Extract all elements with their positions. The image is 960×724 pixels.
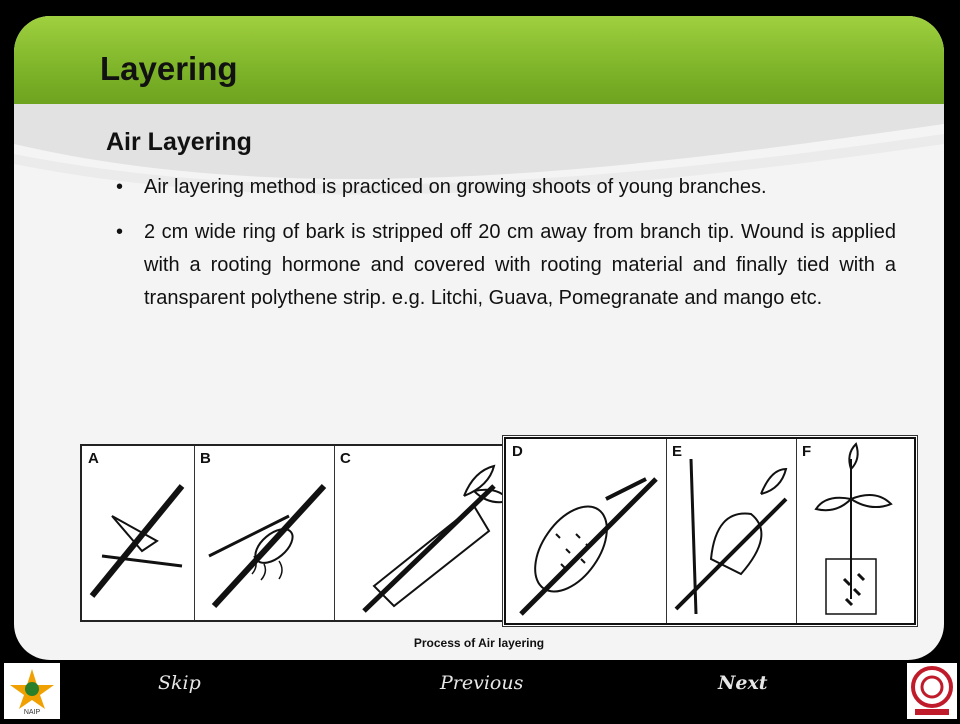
panel-label: E: [672, 443, 683, 460]
bark-ring-illustration: [194, 446, 334, 620]
naip-logo-text: NAIP: [23, 709, 41, 716]
air-layering-figure-right: [504, 437, 916, 625]
bullet-text: 2 cm wide ring of bark is stripped off 20 cm away from branch tip. Wound is applied with a rooting hormone and covered with rooting material and finally tied with a transparent polythene strip. e.g. Litchi, Guava, Pomegranate and mango etc.: [144, 221, 896, 309]
panel-label: D: [512, 443, 523, 460]
panel-label: B: [200, 450, 211, 467]
naip-emblem-icon: [4, 663, 60, 709]
naip-logo: [4, 663, 60, 719]
figure-panel-f: [796, 439, 914, 623]
rooted-plant-illustration: [796, 439, 914, 623]
section-subtitle: Air Layering: [106, 128, 252, 156]
bullet-list: [106, 171, 896, 315]
figure-caption: Process of Air layering: [413, 636, 545, 650]
bullet-text: Air layering method is practiced on growing shoots of young branches.: [144, 176, 767, 198]
slide-content: [106, 128, 896, 327]
skip-button[interactable]: Skip: [158, 672, 201, 694]
previous-button[interactable]: Previous: [440, 672, 524, 694]
panel-label: C: [340, 450, 351, 467]
air-layering-figure-left: [80, 444, 516, 622]
bullet-dot: •: [116, 221, 124, 243]
figure-panel-e: [666, 439, 797, 623]
rooting-medium-illustration: [506, 439, 666, 623]
bullet-item: [106, 216, 896, 315]
panel-label: F: [802, 443, 812, 460]
footer-bar: [0, 660, 960, 720]
slide-header: [14, 16, 944, 110]
figure-panel-c: [334, 446, 514, 620]
slide: [14, 16, 944, 660]
branch-cut-illustration: [82, 446, 194, 620]
figure-panel-b: [194, 446, 335, 620]
polythene-wrap-illustration: [666, 439, 796, 623]
figure-panel-a: [82, 446, 195, 620]
bullet-dot: •: [116, 176, 124, 198]
next-button[interactable]: Next: [718, 672, 768, 694]
institute-logo: [907, 663, 957, 719]
figure-panel-d: [506, 439, 667, 623]
panel-label: A: [88, 450, 99, 467]
institute-emblem-icon: [907, 663, 957, 719]
slide-title: Layering: [100, 50, 238, 87]
bullet-item: [106, 171, 896, 204]
wrapped-branch-illustration: [334, 446, 514, 620]
